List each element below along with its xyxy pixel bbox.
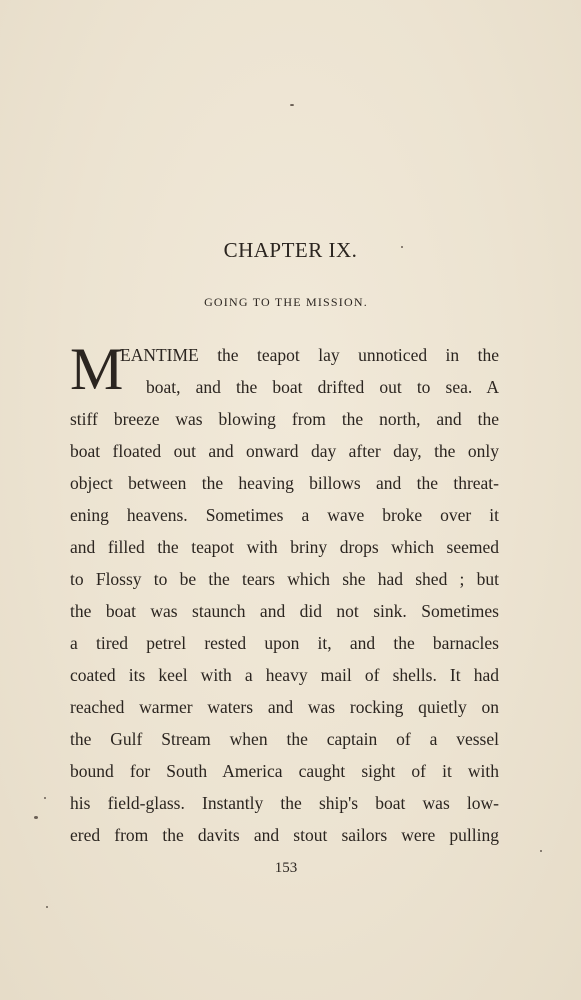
text-line: coated its keel with a heavy mail of shells. It had: [70, 665, 499, 685]
text-line: boat, and the boat drifted out to sea. A: [146, 377, 499, 397]
text-line: and filled the teapot with briny drops which seemed: [70, 537, 499, 557]
paper-speck: [290, 104, 294, 106]
paper-speck: [540, 850, 542, 852]
chapter-subtitle: GOING TO THE MISSION.: [204, 295, 368, 309]
text-line: the Gulf Stream when the captain of a vessel: [70, 729, 499, 749]
paper-speck: [46, 906, 48, 908]
text-line: ening heavens. Sometimes a wave broke over it: [70, 505, 499, 525]
text-line: boat floated out and onward day after day, the only: [70, 441, 499, 461]
text-line: a tired petrel rested upon it, and the barnacles: [70, 633, 499, 653]
paper-speck: [34, 816, 38, 819]
body-text: [70, 336, 499, 851]
text-line: bound for South America caught sight of it with: [70, 761, 499, 781]
text-line: to Flossy to be the tears which she had shed ; but: [70, 569, 499, 589]
page-number: 153: [274, 860, 298, 876]
drop-cap: M: [70, 336, 122, 402]
chapter-title: CHAPTER IX.: [223, 238, 358, 262]
text-line: the boat was staunch and did not sink. Sometimes: [70, 601, 499, 621]
text-line-content: EANTIME the teapot lay unnoticed in the: [120, 345, 499, 365]
text-line: object between the heaving billows and the threat-: [70, 473, 499, 493]
text-line: reached warmer waters and was rocking quietly on: [70, 697, 499, 717]
text-line: stiff breeze was blowing from the north, and the: [70, 409, 499, 429]
text-line: his field-glass. Instantly the ship's boat was low-: [70, 793, 499, 813]
text-line: ered from the davits and stout sailors were pulling: [70, 825, 499, 845]
paper-speck: [44, 797, 46, 799]
